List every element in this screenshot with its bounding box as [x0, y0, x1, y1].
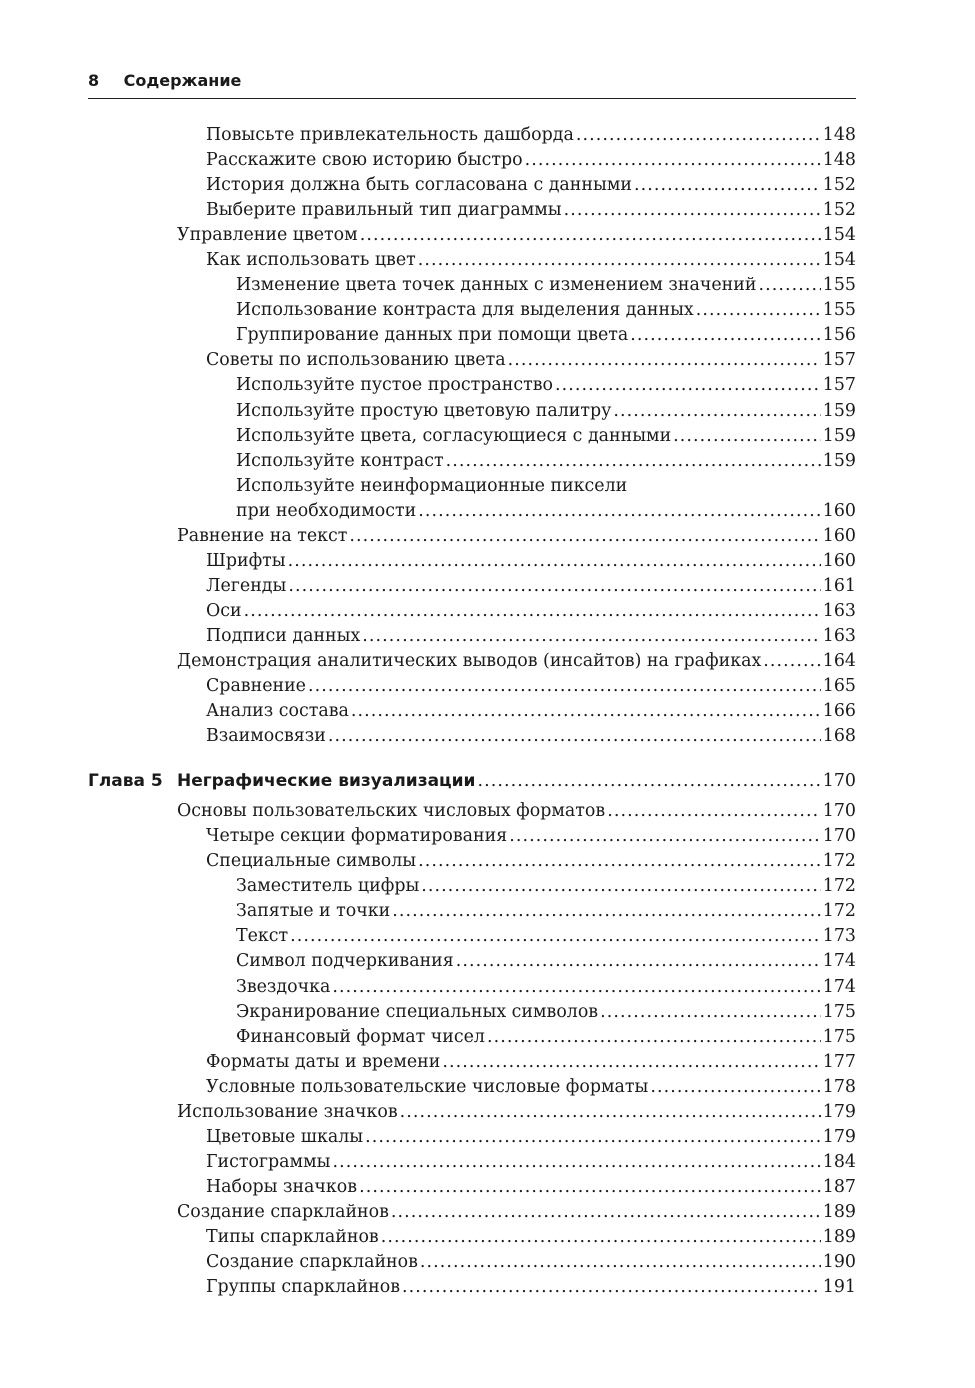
- toc-entry: [88, 674, 856, 699]
- toc-entry: [88, 1275, 856, 1300]
- toc-entry: [88, 1050, 856, 1075]
- toc-entry: [88, 399, 856, 424]
- dot-leader: [456, 949, 821, 974]
- toc-entry: [88, 424, 856, 449]
- chapter-heading: [88, 768, 856, 794]
- toc-entry: [88, 123, 856, 148]
- toc-entry-page: 174: [822, 976, 856, 997]
- dot-leader: [308, 674, 821, 699]
- toc-entry-title: Четыре секции форматирования: [206, 826, 508, 847]
- toc-entry: [88, 949, 856, 974]
- toc-entry-title: Используйте цвета, согласующиеся с данными: [236, 425, 672, 446]
- toc-entry: [88, 1125, 856, 1150]
- dot-leader: [402, 1275, 821, 1300]
- toc-entry: [88, 1250, 856, 1275]
- toc-group: [88, 524, 856, 749]
- toc-entry-title: Наборы значков: [206, 1176, 358, 1197]
- dot-leader: [365, 1125, 821, 1150]
- toc-entry-page: 187: [822, 1176, 856, 1197]
- toc-entry-title: Используйте неинформационные пиксели: [236, 475, 628, 496]
- toc-entry-title: Заместитель цифры: [236, 876, 420, 897]
- toc-entry-title: при необходимости: [236, 500, 417, 521]
- dot-leader: [328, 724, 821, 749]
- toc-entry-title: Типы спарклайнов: [206, 1226, 379, 1247]
- dot-leader: [418, 499, 821, 524]
- toc-entry-page: 154: [822, 250, 856, 271]
- dot-leader: [359, 1175, 821, 1200]
- toc-entry-title: Группирование данных при помощи цвета: [236, 325, 629, 346]
- toc-entry: [88, 499, 856, 524]
- running-head: [88, 70, 856, 99]
- toc-entry-title: Демонстрация аналитических выводов (инсайтов) на графиках: [177, 650, 762, 671]
- toc-entry-page: 161: [822, 575, 856, 596]
- toc-entry-title: Равнение на текст: [177, 525, 348, 546]
- toc-entry-page: 152: [822, 200, 856, 221]
- toc-entry-page: 189: [822, 1226, 856, 1247]
- toc-entry-page: 156: [822, 325, 856, 346]
- toc-entry-title: Звездочка: [236, 976, 331, 997]
- toc-entry-title: Символ подчеркивания: [236, 951, 454, 972]
- toc-entry: [88, 223, 856, 248]
- toc-entry-title: Сравнение: [206, 676, 306, 697]
- toc-entry: [88, 724, 856, 749]
- toc-entry-title: Оси: [206, 600, 242, 621]
- toc-entry-title: Условные пользовательские числовые форматы: [206, 1076, 649, 1097]
- toc-entry-page: 178: [822, 1076, 856, 1097]
- toc-entry-title: Советы по использованию цвета: [206, 350, 506, 371]
- toc-entry-page: 173: [822, 926, 856, 947]
- toc-entry-page: 168: [822, 726, 856, 747]
- toc-entry-title: История должна быть согласована с данными: [206, 175, 632, 196]
- toc-entry: [88, 248, 856, 273]
- toc-entry: [88, 1000, 856, 1025]
- toc-entry-page: 164: [822, 650, 856, 671]
- toc-entry: [88, 1175, 856, 1200]
- toc-entry: [88, 874, 856, 899]
- table-of-contents: [88, 123, 856, 1300]
- dot-leader: [634, 173, 821, 198]
- toc-entry: [88, 348, 856, 373]
- toc-entry-page: 148: [822, 125, 856, 145]
- toc-entry: [88, 1200, 856, 1225]
- dot-leader: [332, 975, 820, 1000]
- toc-entry-title: Используйте контраст: [236, 450, 444, 471]
- toc-entry-page: 172: [822, 901, 856, 922]
- page-number: 8: [88, 71, 100, 90]
- dot-leader: [477, 768, 820, 794]
- dot-leader: [420, 1250, 821, 1275]
- toc-entry-line: [88, 474, 856, 499]
- toc-entry: [88, 824, 856, 849]
- dot-leader: [508, 348, 821, 373]
- toc-entry-page: 190: [822, 1252, 856, 1273]
- toc-entry-page: 175: [822, 1026, 856, 1047]
- dot-leader: [351, 699, 821, 724]
- toc-entry: [88, 549, 856, 574]
- dot-leader: [555, 373, 821, 398]
- toc-entry: [88, 323, 856, 348]
- toc-entry-page: 163: [822, 600, 856, 621]
- toc-entry-title: Специальные символы: [206, 851, 417, 872]
- toc-entry-page: 166: [822, 701, 856, 722]
- toc-entry-title: Подписи данных: [206, 625, 361, 646]
- dot-leader: [600, 1000, 821, 1025]
- dot-leader: [381, 1225, 821, 1250]
- toc-entry-title: Запятые и точки: [236, 901, 391, 922]
- dot-leader: [758, 273, 820, 298]
- dot-leader: [288, 549, 821, 574]
- toc-entry-title: Использование контраста для выделения данных: [236, 300, 694, 321]
- toc-entry: [88, 1075, 856, 1100]
- dot-leader: [696, 298, 821, 323]
- dot-leader: [487, 1025, 821, 1050]
- toc-entry: [88, 699, 856, 724]
- toc-entry-page: 157: [822, 350, 856, 371]
- toc-entry-page: 170: [822, 826, 856, 847]
- chapter-label: Глава 5: [88, 771, 163, 792]
- toc-entry-page: 160: [822, 500, 856, 521]
- toc-entry-page: 170: [822, 801, 856, 822]
- toc-entry-page: 172: [822, 851, 856, 872]
- chapter-page: 170: [822, 771, 856, 792]
- toc-entry-title: Используйте простую цветовую палитру: [236, 400, 612, 421]
- toc-entry-page: 175: [822, 1001, 856, 1022]
- toc-entry: [88, 975, 856, 1000]
- toc-entry: [88, 1225, 856, 1250]
- toc-entry-title: Используйте пустое пространство: [236, 375, 553, 396]
- dot-leader: [332, 1150, 820, 1175]
- dot-leader: [630, 323, 821, 348]
- toc-entry-title: Выберите правильный тип диаграммы: [206, 200, 562, 221]
- toc-entry-title: Цветовые шкалы: [206, 1126, 364, 1147]
- dot-leader: [349, 524, 820, 549]
- toc-entry-title: Основы пользовательских числовых форматов: [177, 801, 606, 822]
- dot-leader: [613, 399, 820, 424]
- toc-entry: [88, 574, 856, 599]
- dot-leader: [421, 874, 821, 899]
- toc-entry: [88, 373, 856, 398]
- toc-entry-page: 179: [822, 1101, 856, 1122]
- dot-leader: [509, 824, 821, 849]
- toc-entry: [88, 799, 856, 824]
- toc-entry-title: Создание спарклайнов: [206, 1252, 418, 1273]
- section-title: Содержание: [123, 71, 242, 90]
- toc-entry-title: Создание спарклайнов: [177, 1201, 389, 1222]
- toc-entry: [88, 298, 856, 323]
- toc-entry: [88, 849, 856, 874]
- toc-entry-title: Гистограммы: [206, 1151, 331, 1172]
- chapter-title: Неграфические визуализации: [177, 771, 476, 792]
- toc-entry-page: 163: [822, 625, 856, 646]
- toc-entry-title: Изменение цвета точек данных с изменением значений: [236, 275, 757, 296]
- toc-entry-title: Использование значков: [177, 1101, 398, 1122]
- toc-entry-page: 159: [822, 425, 856, 446]
- dot-leader: [525, 148, 821, 173]
- toc-entry-page: 155: [822, 275, 856, 296]
- toc-entry-page: 159: [822, 450, 856, 471]
- toc-entry-title: Легенды: [206, 575, 287, 596]
- toc-entry-title: Экранирование специальных символов: [236, 1001, 599, 1022]
- toc-entry: [88, 449, 856, 474]
- toc-entry-title: Расскажите свою историю быстро: [206, 150, 523, 171]
- dot-leader: [362, 624, 821, 649]
- toc-entry-page: 148: [822, 150, 856, 171]
- dot-leader: [763, 649, 821, 674]
- toc-entry-title: Повысьте привлекательность дашборда: [206, 125, 574, 145]
- toc-entry-title: Управление цветом: [177, 225, 358, 246]
- toc-entry-page: 160: [822, 525, 856, 546]
- toc-entry-page: 189: [822, 1201, 856, 1222]
- toc-entry: [88, 173, 856, 198]
- toc-entry: [88, 624, 856, 649]
- dot-leader: [650, 1075, 820, 1100]
- dot-leader: [418, 849, 821, 874]
- dot-leader: [391, 1200, 821, 1225]
- toc-entry-page: 157: [822, 375, 856, 396]
- dot-leader: [360, 223, 821, 248]
- toc-entry: [88, 1100, 856, 1125]
- toc-group: [88, 123, 856, 474]
- toc-entry: [88, 148, 856, 173]
- toc-entry-title: Текст: [236, 926, 289, 947]
- toc-entry: [88, 899, 856, 924]
- toc-entry: [88, 524, 856, 549]
- toc-entry: [88, 1025, 856, 1050]
- toc-entry: [88, 649, 856, 674]
- toc-entry-title: Как использовать цвет: [206, 250, 416, 271]
- toc-entry: [88, 1150, 856, 1175]
- toc-entry-page: 152: [822, 175, 856, 196]
- toc-entry-page: 177: [822, 1051, 856, 1072]
- toc-entry-title: Шрифты: [206, 550, 286, 571]
- toc-entry-page: 179: [822, 1126, 856, 1147]
- toc-entry: [88, 599, 856, 624]
- toc-entry: [88, 198, 856, 223]
- toc-entry-page: 191: [822, 1277, 856, 1298]
- dot-leader: [392, 899, 821, 924]
- dot-leader: [400, 1100, 821, 1125]
- toc-entry-title: Анализ состава: [206, 701, 349, 722]
- toc-entry-page: 184: [822, 1151, 856, 1172]
- toc-entry-title: Форматы даты и времени: [206, 1051, 441, 1072]
- toc-entry-title: Финансовый формат чисел: [236, 1026, 485, 1047]
- toc-entry: [88, 273, 856, 298]
- toc-entry-page: 159: [822, 400, 856, 421]
- toc-entry-page: 172: [822, 876, 856, 897]
- toc-entry-page: 174: [822, 951, 856, 972]
- toc-entry-title: Взаимосвязи: [206, 726, 326, 747]
- dot-leader: [607, 799, 821, 824]
- toc-group: [88, 799, 856, 1300]
- dot-leader: [673, 424, 821, 449]
- dot-leader: [418, 248, 821, 273]
- dot-leader: [288, 574, 820, 599]
- toc-entry-page: 155: [822, 300, 856, 321]
- dot-leader: [290, 924, 821, 949]
- toc-entry-page: 165: [822, 676, 856, 697]
- dot-leader: [244, 599, 821, 624]
- dot-leader: [442, 1050, 820, 1075]
- toc-entry: [88, 924, 856, 949]
- dot-leader: [576, 123, 821, 148]
- toc-entry-page: 154: [822, 225, 856, 246]
- toc-entry-title: Группы спарклайнов: [206, 1277, 400, 1298]
- dot-leader: [564, 198, 821, 223]
- dot-leader: [446, 449, 821, 474]
- toc-entry-page: 160: [822, 550, 856, 571]
